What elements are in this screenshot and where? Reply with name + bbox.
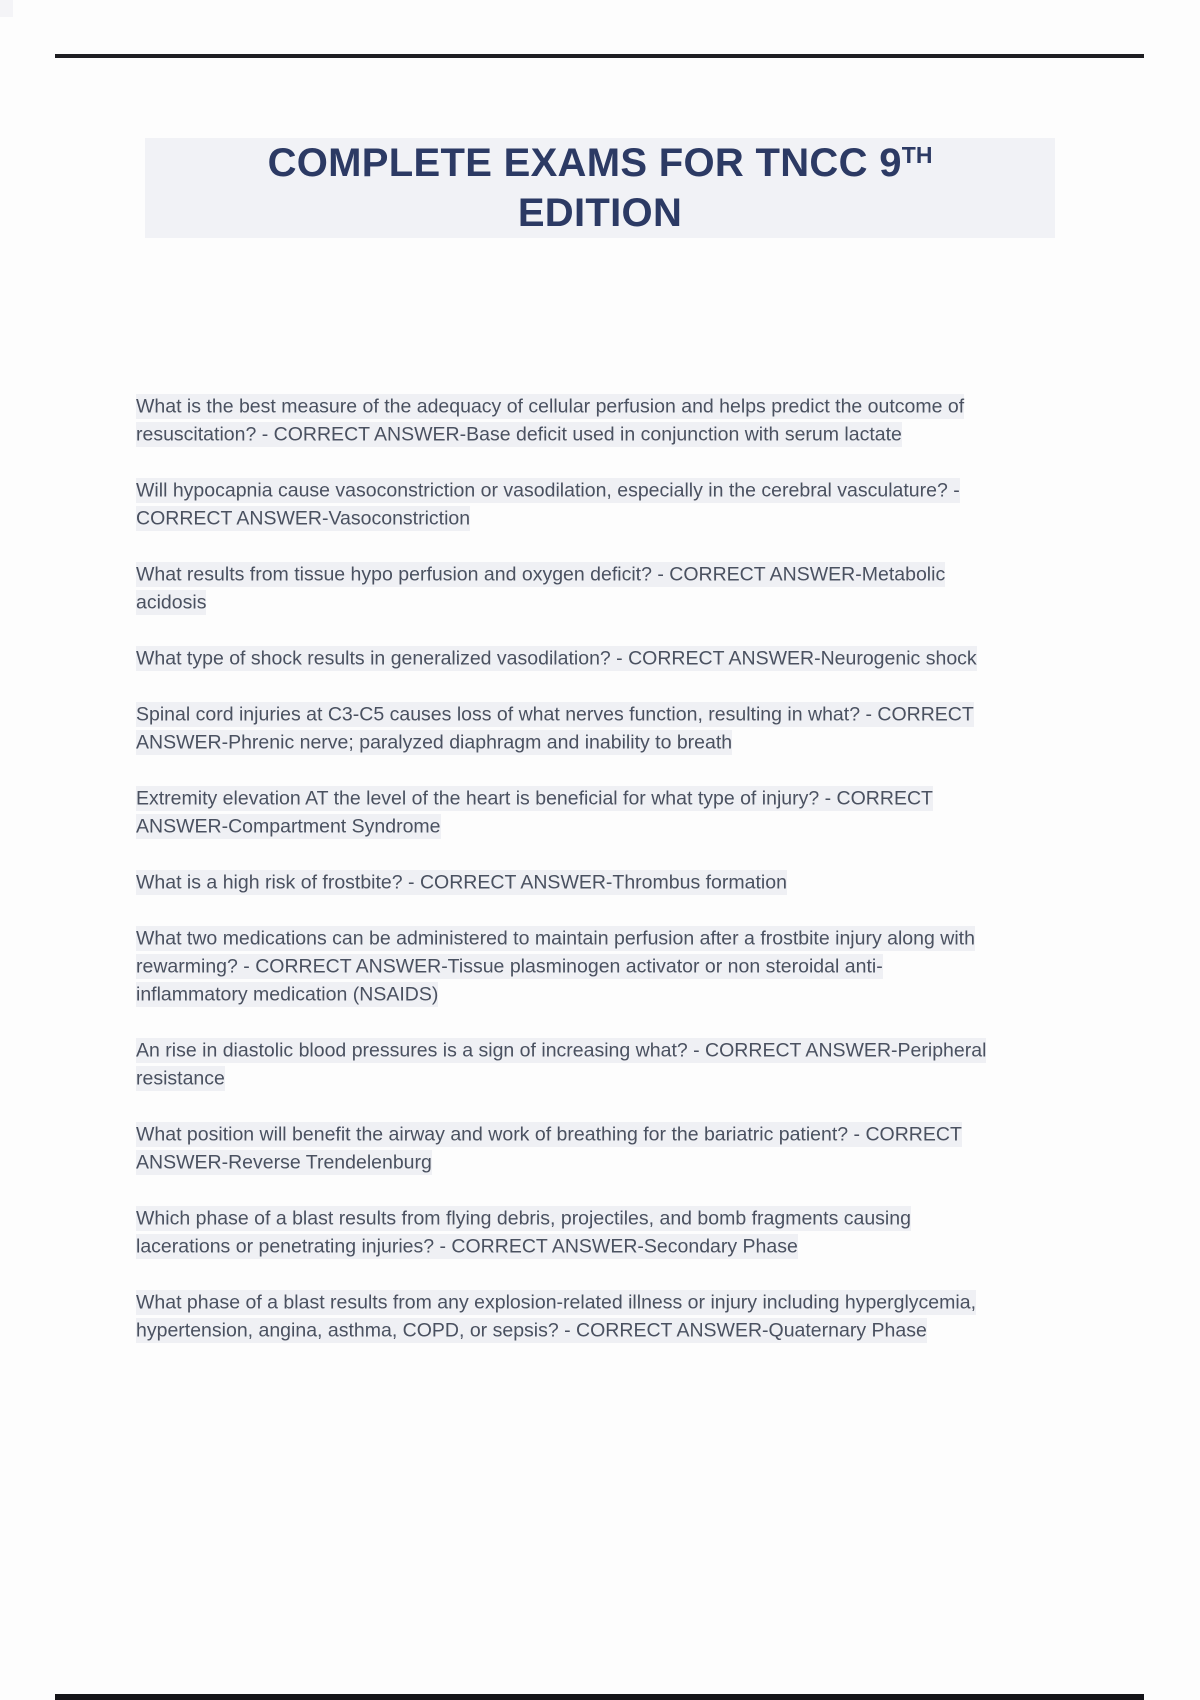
qa-text: What position will benefit the airway and work of breathing for the bariatric patient? - CORRECT ANSWER-Reverse Trendelenburg: [136, 1123, 962, 1173]
qa-paragraph: [136, 392, 988, 448]
qa-text: Will hypocapnia cause vasoconstriction or vasodilation, especially in the cerebral vasculature? - CORRECT ANSWER-Vasoconstriction: [136, 479, 960, 529]
qa-text: What is the best measure of the adequacy of cellular perfusion and helps predict the outcome of resuscitation? - CORRECT ANSWER-Base deficit used in conjunction with serum lactate: [136, 395, 965, 445]
qa-text: What results from tissue hypo perfusion and oxygen deficit? - CORRECT ANSWER-Metabolic acidosis: [136, 563, 946, 613]
qa-text: What two medications can be administered to maintain perfusion after a frostbite injury along with rewarming? - CORRECT ANSWER-Tissue plasminogen activator or non steroidal anti-inflammatory medication (NSAIDS): [136, 927, 975, 1005]
qa-paragraph: [136, 924, 988, 1008]
qa-text: Extremity elevation AT the level of the heart is beneficial for what type of injury? - CORRECT ANSWER-Compartment Syndrome: [136, 787, 933, 837]
corner-artifact: [0, 0, 13, 17]
qa-paragraph: [136, 476, 988, 532]
title-superscript: TH: [901, 142, 933, 168]
qa-paragraph: [136, 560, 988, 616]
qa-text: What type of shock results in generalized vasodilation? - CORRECT ANSWER-Neurogenic shock: [136, 647, 977, 669]
qa-list: [136, 392, 988, 1372]
qa-text: What phase of a blast results from any explosion-related illness or injury including hyperglycemia, hypertension, angina, asthma, COPD, or sepsis? - CORRECT ANSWER-Quaternary Phase: [136, 1291, 976, 1341]
qa-text: What is a high risk of frostbite? - CORRECT ANSWER-Thrombus formation: [136, 871, 787, 893]
bottom-rule: [55, 1694, 1144, 1700]
qa-paragraph: [136, 644, 988, 672]
title-line-1: COMPLETE EXAMS FOR TNCC 9TH: [267, 141, 933, 185]
qa-paragraph: [136, 784, 988, 840]
title-line-2: EDITION: [517, 191, 683, 235]
qa-paragraph: [136, 1288, 988, 1344]
qa-paragraph: [136, 700, 988, 756]
qa-paragraph: [136, 1120, 988, 1176]
qa-paragraph: [136, 1036, 988, 1092]
qa-text: Which phase of a blast results from flying debris, projectiles, and bomb fragments causing lacerations or penetrating injuries? - CORRECT ANSWER-Secondary Phase: [136, 1207, 911, 1257]
qa-text: An rise in diastolic blood pressures is a sign of increasing what? - CORRECT ANSWER-Peripheral resistance: [136, 1039, 987, 1089]
qa-paragraph: [136, 1204, 988, 1260]
qa-paragraph: [136, 868, 988, 896]
qa-text: Spinal cord injuries at C3-C5 causes loss of what nerves function, resulting in what? - CORRECT ANSWER-Phrenic nerve; paralyzed diaphragm and inability to breath: [136, 703, 974, 753]
document-title: [145, 138, 1055, 238]
top-rule: [55, 54, 1144, 58]
